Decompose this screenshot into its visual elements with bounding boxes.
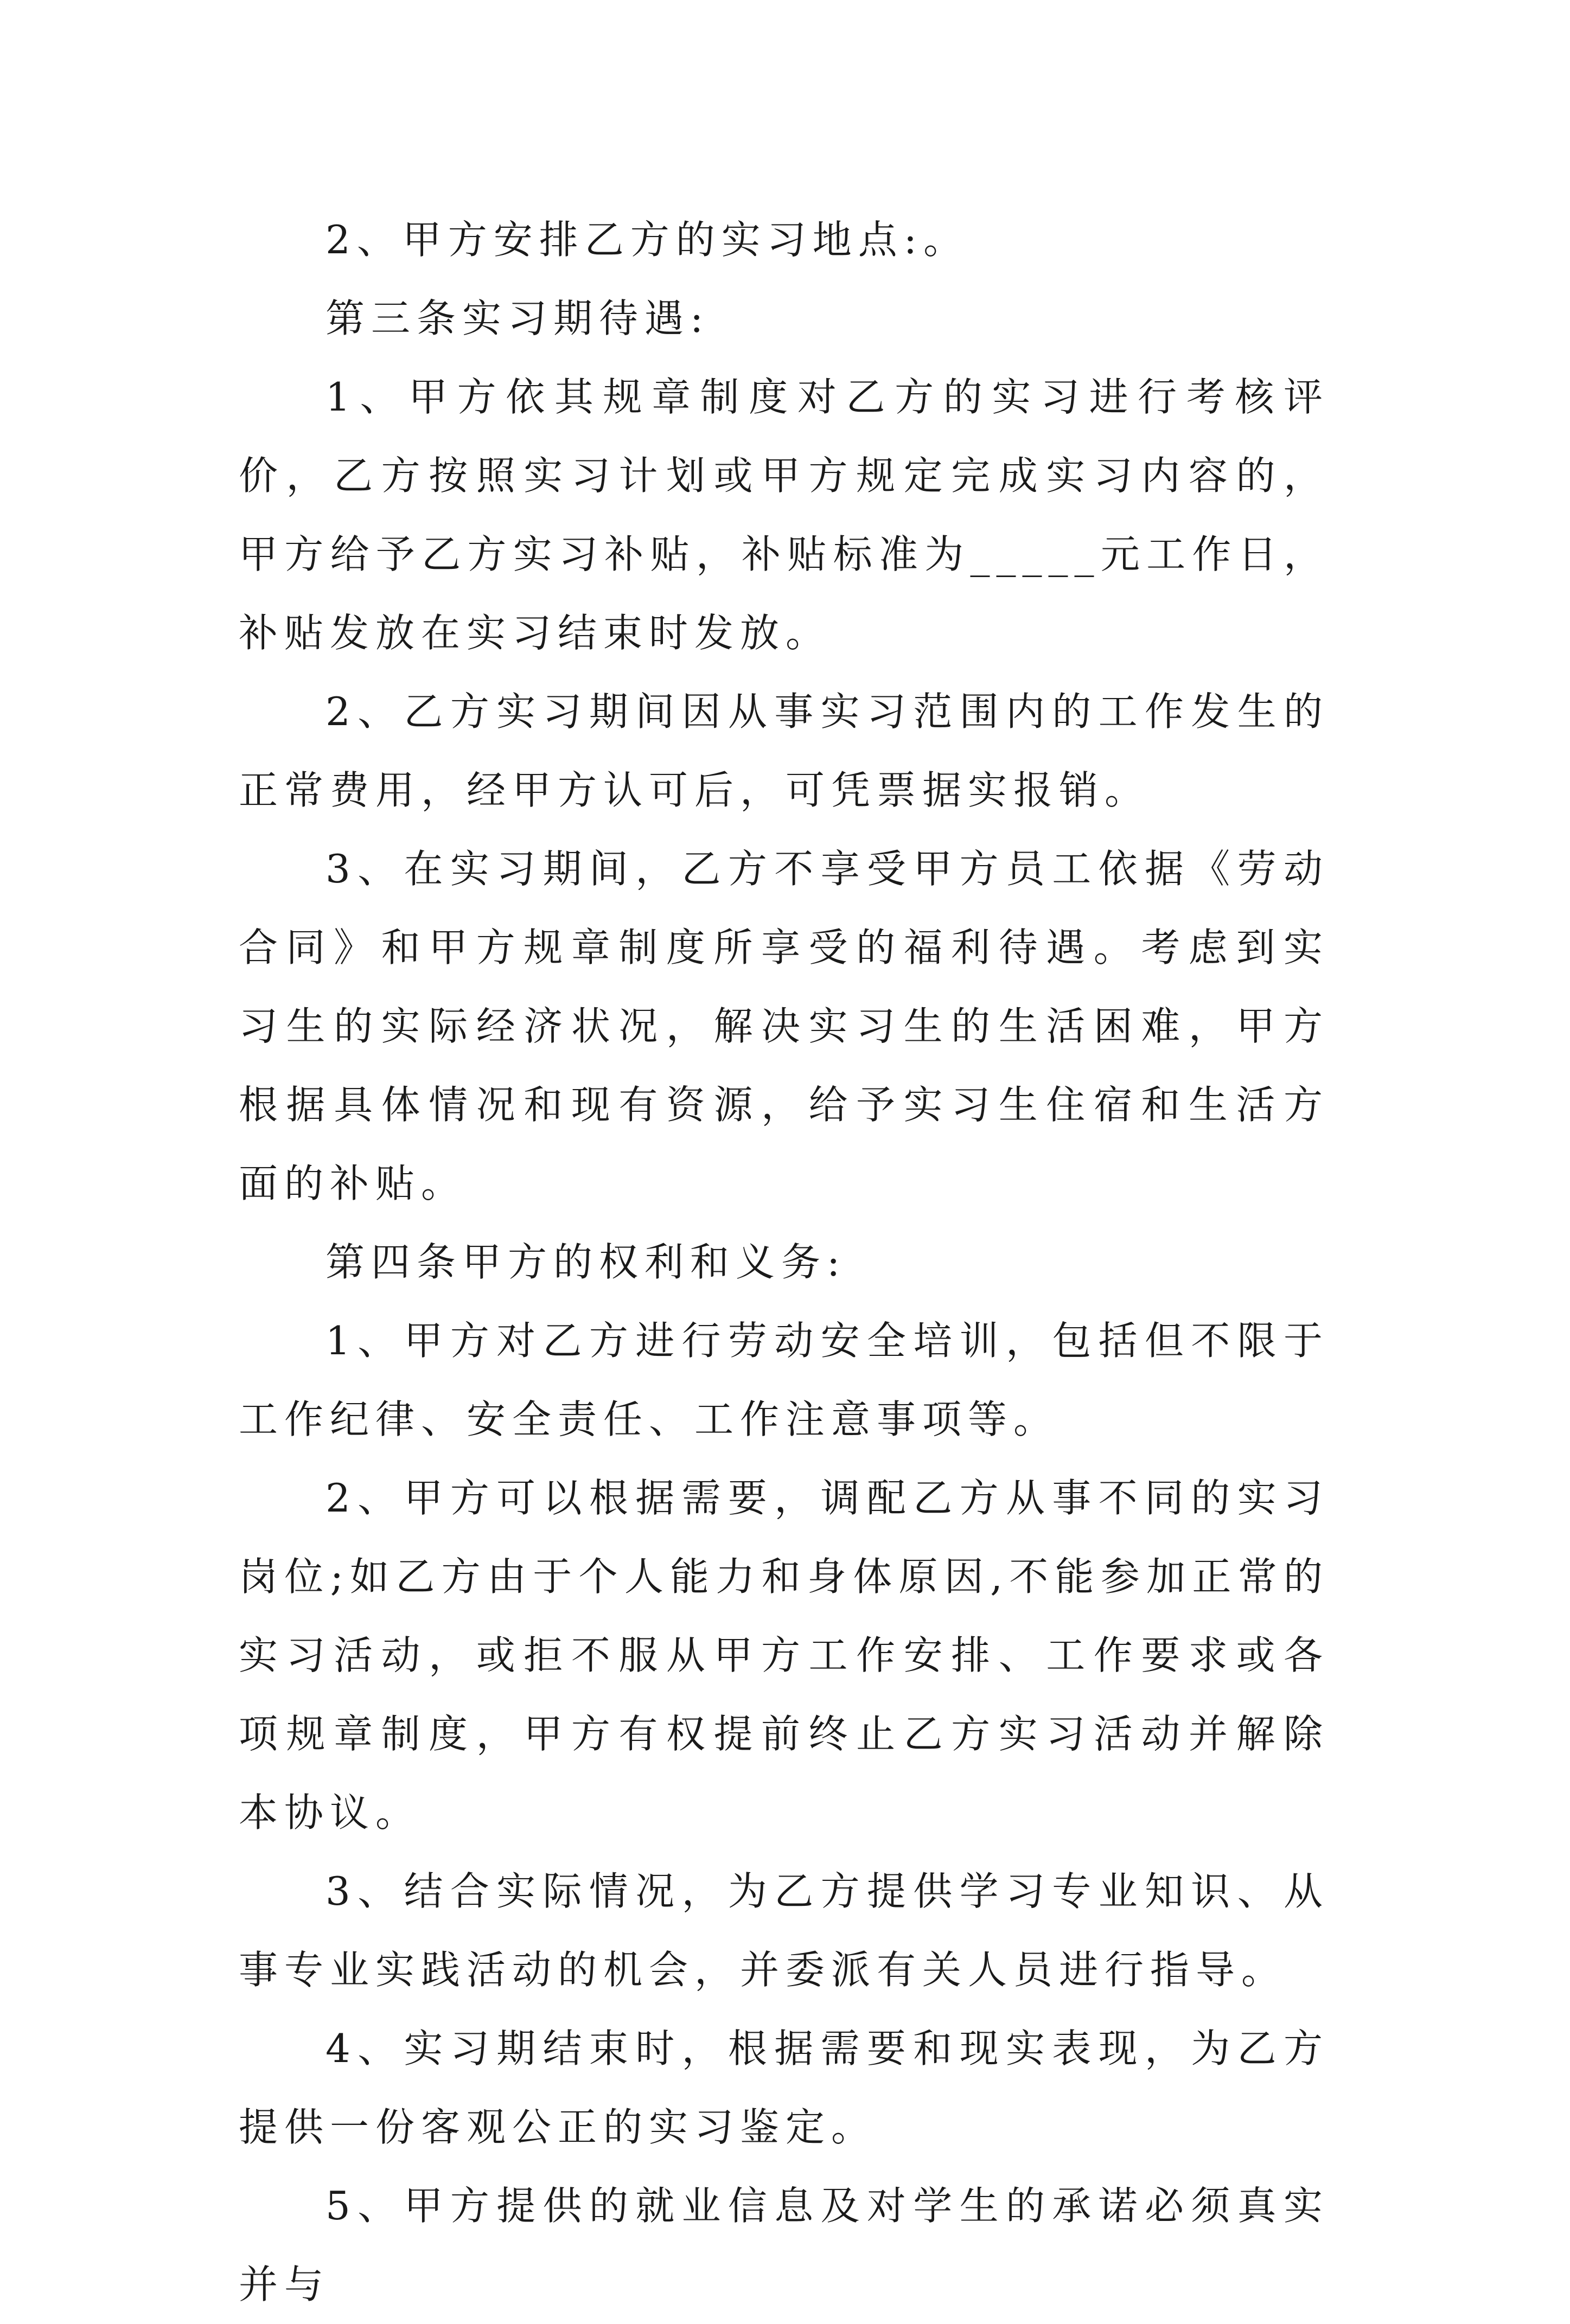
paragraph-reassignment: 2、甲方可以根据需要，调配乙方从事不同的实习岗位;如乙方由于个人能力和身体原因,不能参加正常的实习活动，或拒不服从甲方工作安排、工作要求或各项规章制度，甲方有权提前终止乙方实习活动并解除本协议。	[239, 1475, 1329, 1835]
paragraph-allowance: 1、甲方依其规章制度对乙方的实习进行考核评价，乙方按照实习计划或甲方规定完成实习内容的，甲方给予乙方实习补贴，补贴标准为_____元工作日，补贴发放在实习结束时发放。	[239, 374, 1329, 656]
heading-article-3: 第三条实习期待遇:	[326, 296, 710, 341]
paragraph-benefits: 3、在实习期间，乙方不享受甲方员工依据《劳动合同》和甲方规章制度所享受的福利待遇。考虑到实习生的实际经济状况，解决实习生的生活困难，甲方根据具体情况和现有资源，给予实习生住宿和生活方面的补贴。	[239, 846, 1329, 1206]
paragraph-employment-info: 5、甲方提供的就业信息及对学生的承诺必须真实并与	[239, 2183, 1329, 2307]
paragraph-guidance: 3、结合实际情况，为乙方提供学习专业知识、从事专业实践活动的机会，并委派有关人员进行指导。	[239, 1868, 1329, 1993]
paragraph-appraisal: 4、实习期结束时，根据需要和现实表现，为乙方提供一份客观公正的实习鉴定。	[239, 2026, 1329, 2150]
paragraph-safety-training: 1、甲方对乙方进行劳动安全培训，包括但不限于工作纪律、安全责任、工作注意事项等。	[239, 1318, 1329, 1442]
paragraph-location: 2、甲方安排乙方的实习地点:。	[326, 217, 969, 263]
document-body	[239, 201, 1329, 2324]
paragraph-expenses: 2、乙方实习期间因从事实习范围内的工作发生的正常费用，经甲方认可后，可凭票据实报销。	[239, 689, 1329, 813]
heading-article-4: 第四条甲方的权利和义务:	[326, 1239, 847, 1285]
